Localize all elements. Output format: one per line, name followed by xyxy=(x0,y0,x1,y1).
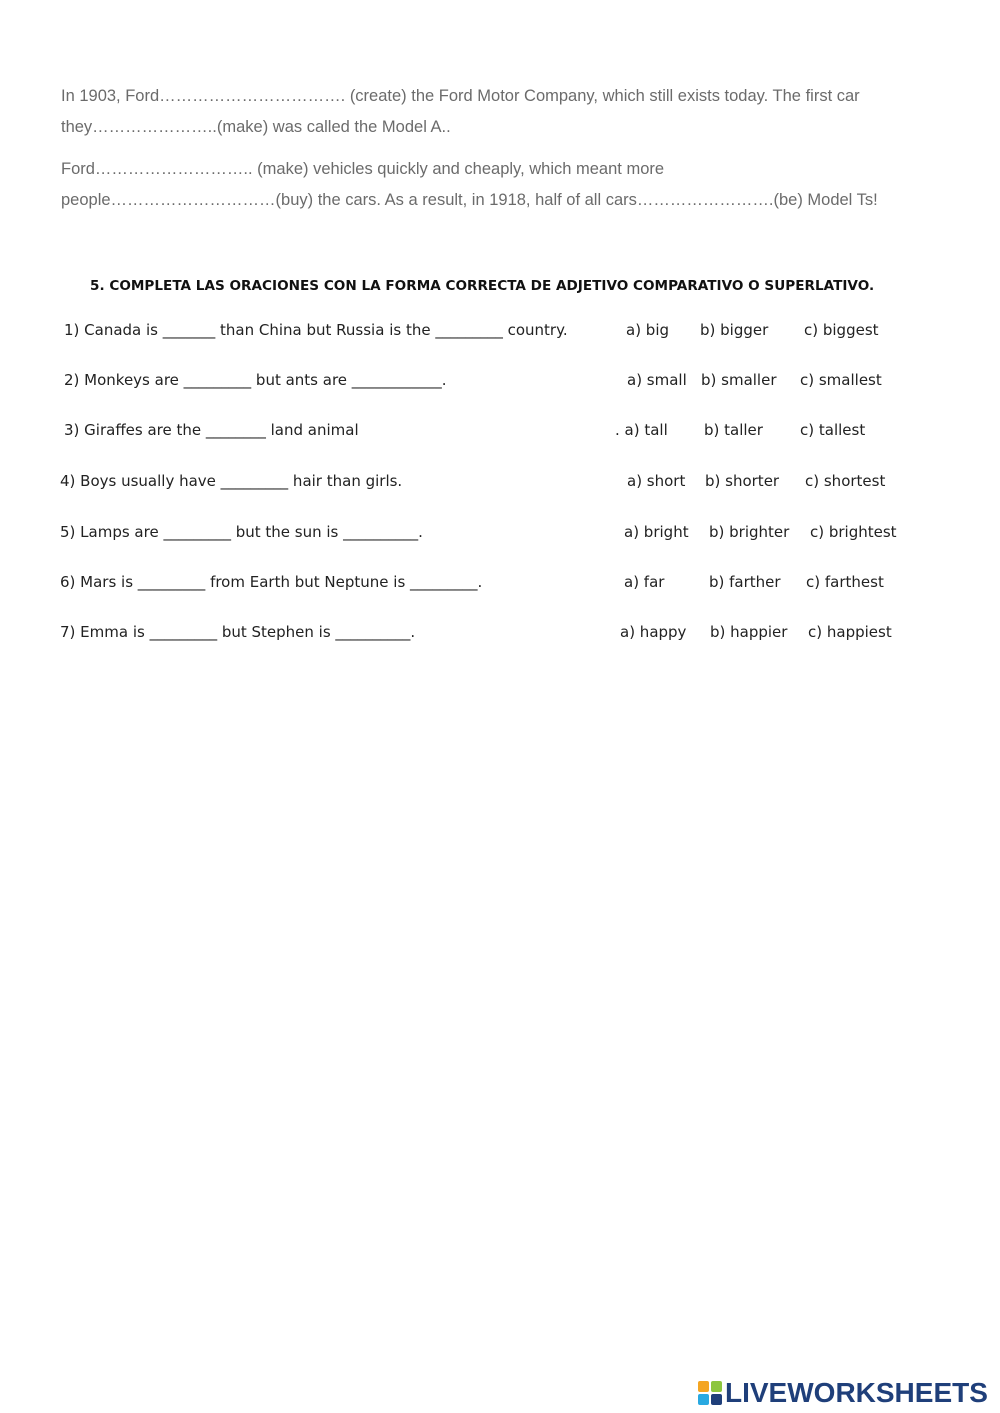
option-a[interactable]: a) small xyxy=(627,371,687,389)
option-b[interactable]: b) bigger xyxy=(700,321,769,339)
option-b[interactable]: b) happier xyxy=(710,623,788,641)
passage-line-4: people…………………………(buy) the cars. As a result, in 1918, half of all cars…………………….(be) Model Ts! xyxy=(61,191,878,209)
liveworksheets-logo-icon xyxy=(698,1381,722,1405)
option-a[interactable]: a) far xyxy=(624,573,665,591)
exercise-sentence: 2) Monkeys are _________ but ants are ____________. xyxy=(64,371,447,389)
exercise-sentence: 1) Canada is _______ than China but Russia is the _________ country. xyxy=(64,321,568,339)
option-a[interactable]: a) bright xyxy=(624,523,689,541)
option-a[interactable]: . a) tall xyxy=(615,421,668,439)
option-a[interactable]: a) short xyxy=(627,472,686,490)
option-b[interactable]: b) farther xyxy=(709,573,781,591)
option-b[interactable]: b) taller xyxy=(704,421,763,439)
option-c[interactable]: c) biggest xyxy=(804,321,879,339)
passage-line-3: Ford……………………….. (make) vehicles quickly and cheaply, which meant more xyxy=(61,160,665,178)
option-c[interactable]: c) brightest xyxy=(810,523,897,541)
logo-text: LIVEWORKSHEETS xyxy=(725,1377,988,1408)
option-b[interactable]: b) shorter xyxy=(705,472,780,490)
exercise-sentence: 3) Giraffes are the ________ land animal xyxy=(64,421,359,439)
option-a[interactable]: a) happy xyxy=(620,623,687,641)
option-c[interactable]: c) farthest xyxy=(806,573,884,591)
liveworksheets-logo xyxy=(698,1378,988,1408)
exercise-sentence: 7) Emma is _________ but Stephen is __________. xyxy=(60,623,416,641)
passage-line-2: they…………………..(make) was called the Model A.. xyxy=(61,118,451,136)
option-b[interactable]: b) smaller xyxy=(701,371,777,389)
option-a[interactable]: a) big xyxy=(626,321,670,339)
option-c[interactable]: c) shortest xyxy=(805,472,886,490)
exercise-sentence: 5) Lamps are _________ but the sun is __________. xyxy=(60,523,423,541)
section-heading: 5. COMPLETA LAS ORACIONES CON LA FORMA CORRECTA DE ADJETIVO COMPARATIVO O SUPERLATIVO. xyxy=(90,278,875,294)
exercise-sentence: 4) Boys usually have _________ hair than girls. xyxy=(60,472,403,490)
option-c[interactable]: c) smallest xyxy=(800,371,882,389)
option-b[interactable]: b) brighter xyxy=(709,523,790,541)
option-c[interactable]: c) happiest xyxy=(808,623,892,641)
option-c[interactable]: c) tallest xyxy=(800,421,866,439)
exercise-sentence: 6) Mars is _________ from Earth but Neptune is _________. xyxy=(60,573,483,591)
passage-line-1: In 1903, Ford……………………………. (create) the Ford Motor Company, which still exists today. The first car xyxy=(61,87,860,105)
